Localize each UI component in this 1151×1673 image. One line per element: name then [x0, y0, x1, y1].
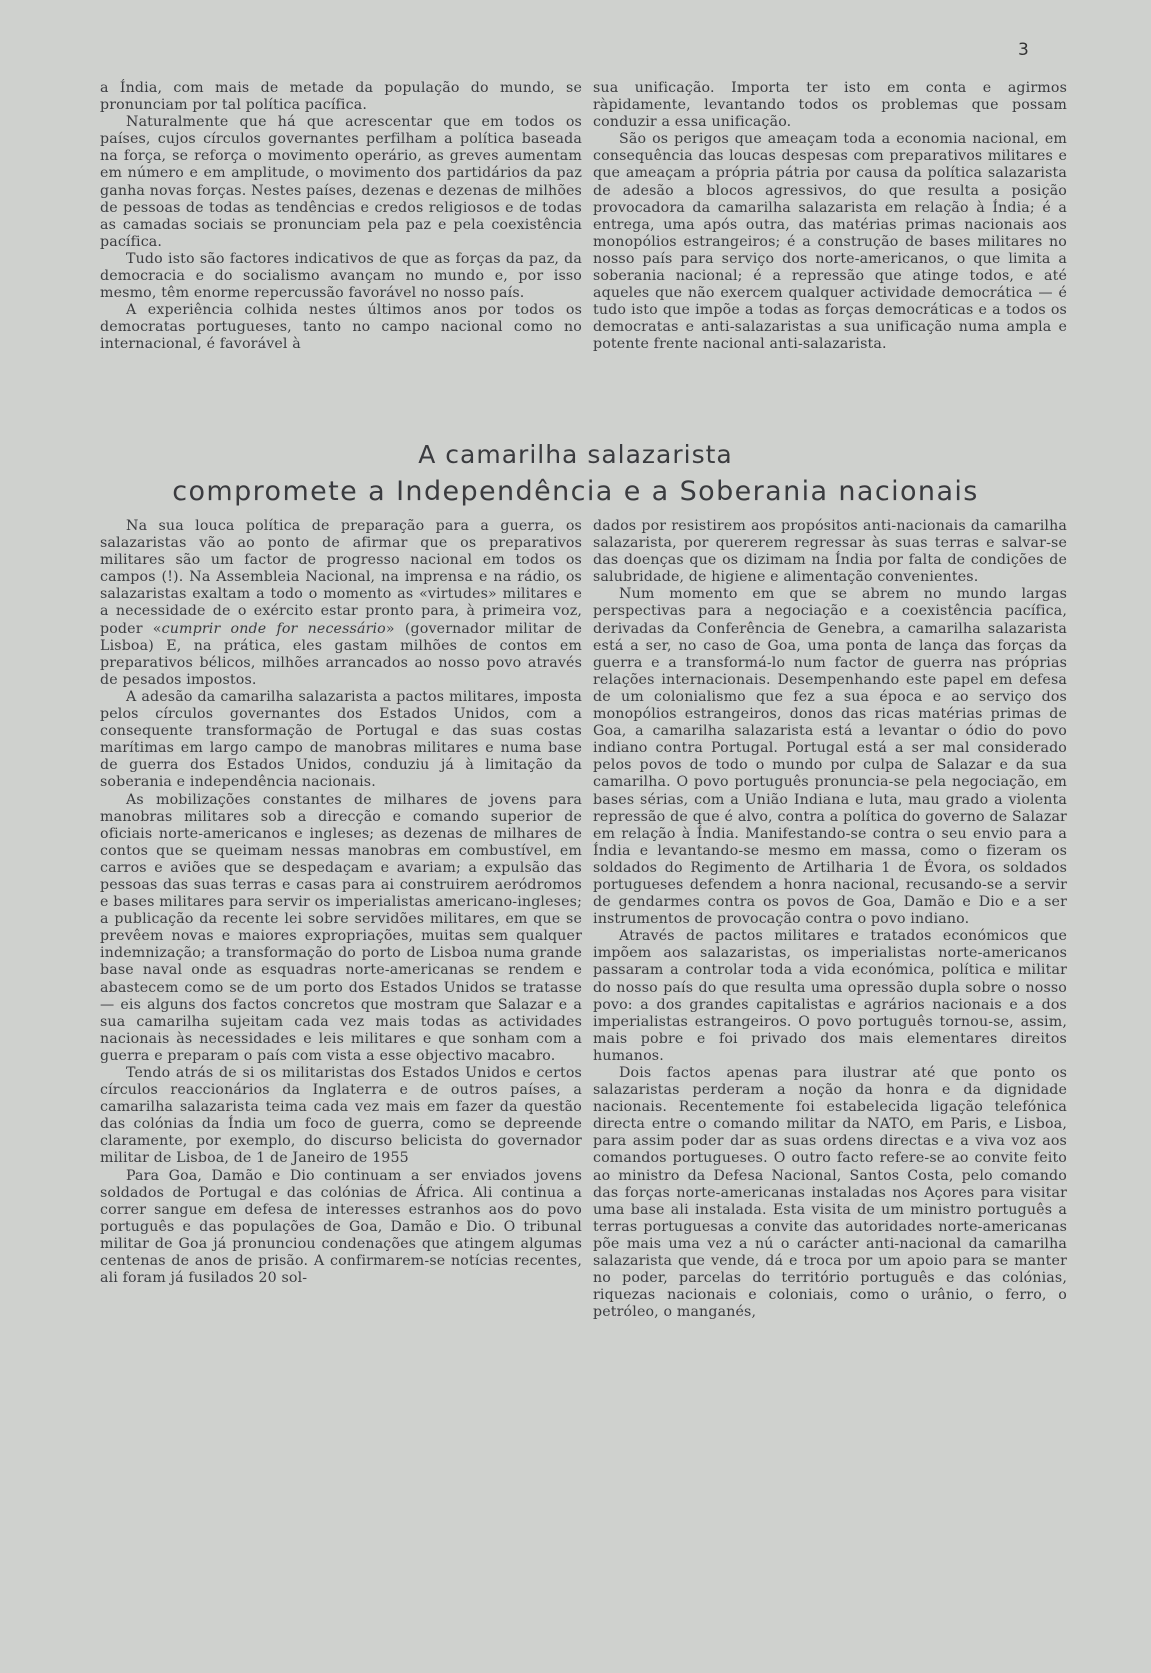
top-right-column — [593, 80, 1067, 354]
paragraph-text: » (governador militar de Lisboa) E, na prática, eles gastam milhões de contos em preparativos bélicos, milhões arrancados ao nosso povo através de pesados impostos. — [100, 620, 583, 688]
page-number: 3 — [1018, 40, 1029, 60]
paragraph: Através de pactos militares e tratados económicos que impõem aos salazaristas, os imperialistas norte-americanos passaram a controlar toda a vida económica, política e militar do nosso país do que resulta uma opressão dupla sobre o nosso povo: a dos grandes capitalistas e agrários nacionais e a dos imperialistas estrangeiros. O povo português tornou-se, assim, mais pobre e foi privado dos mais elementares direitos humanos. — [593, 928, 1067, 1064]
paragraph: Naturalmente que há que acrescentar que em todos os países, cujos círculos governantes perfilham a política baseada na força, se reforça o movimento operário, as greves aumentam em número e em amplitude, o movimento dos partidários da paz ganha novas forças. Nestes países, dezenas e dezenas de milhões de pessoas de todas as tendências e credos religiosos e de todas as camadas sociais se pronunciam pela paz e pela coexistência pacífica. — [100, 114, 582, 250]
paragraph: sua unificação. Importa ter isto em conta e agirmos ràpidamente, levantando todos os problemas que possam conduzir a essa unificação. — [593, 80, 1067, 131]
paragraph: a Índia, com mais de metade da população do mundo, se pronunciam por tal política pacífica. — [100, 80, 582, 114]
paragraph: A adesão da camarilha salazarista a pactos militares, imposta pelos círculos governantes dos Estados Unidos, com a consequente transformação de Portugal e das suas costas marítimas em largo campo de manobras militares e numa base de guerra dos Estados Unidos, conduziu já à limitação da soberania e independência nacionais. — [100, 688, 582, 791]
bottom-left-column — [100, 518, 582, 1287]
paragraph: Tendo atrás de si os militaristas dos Estados Unidos e certos círculos reaccionários da Inglaterra e de outros países, a camarilha salazarista teima cada vez mais em fazer da questão das colónias da Índia um foco de guerra, como se depreende claramente, por exemplo, do discurso belicista do governador militar de Lisboa, de 1 de Janeiro de 1955 — [100, 1065, 582, 1167]
paragraph: Dois factos apenas para ilustrar até que ponto os salazaristas perderam a noção da honra e da dignidade nacionais. Recentemente foi estabelecida ligação telefónica directa entre o comando militar da NATO, em Paris, e Lisboa, para assim poder dar as suas ordens directas e a viva voz aos comandos portugueses. O outro facto refere-se ao convite feito ao ministro da Defesa Nacional, Santos Costa, pelo comando das forças norte-americanas instaladas nos Açores para visitar uma base ali instalada. Esta visita de um ministro português a terras portuguesas a convite das autoridades norte-americanas põe mais uma vez a nú o carácter anti-nacional da camarilha salazarista que vende, dá e troca por um apoio para se manter no poder, parcelas do território português e das colónias, riquezas nacionais e coloniais, como o urânio, o ferro, o petróleo, o manganés, — [593, 1065, 1067, 1321]
paragraph: As mobilizações constantes de milhares de jovens para manobras militares sob a direcção e comando superior de oficiais norte-americanos e ingleses; as dezenas de milhares de contos que se queimam nessas manobras em combustível, em carros e aviões que se despedaçam e avariam; a expulsão das pessoas das suas terras e casas para ai construirem aeródromos e bases militares para servir os imperialistas americano-ingleses; a publicação da recente lei sobre servidões militares, em que se prevêem novas e maiores expropriações, muitas sem qualquer indemnização; a transformação do porto de Lisboa numa grande base naval onde as esquadras norte-americanas se rendem e abastecem como se de um porto dos Estados Unidos se tratasse — eis alguns dos factos concretos que mostram que Salazar e a sua camarilha sujeitam cada vez mais todas as actividades nacionais às necessidades e leis militares e que sonham com a guerra e preparam o país com vista a esse objectivo macabro. — [100, 791, 582, 1064]
top-left-column — [100, 80, 582, 354]
paragraph: A experiência colhida nestes últimos anos por todos os democratas portugueses, tanto no campo nacional como no internacional, é favorável à — [100, 302, 582, 353]
paragraph: dados por resistirem aos propósitos anti-nacionais da camarilha salazarista, por quererem regressar às suas terras e salvar-se das doenças que os dizimam na Índia por falta de condições de salubridade, de higiene e alimentação convenientes. — [593, 518, 1067, 586]
bottom-right-column — [593, 518, 1067, 1321]
article-subheadline: compromete a Independência e a Soberania nacionais — [172, 476, 979, 507]
paragraph: Num momento em que se abrem no mundo largas perspectivas para a negociação e a coexistência pacífica, derivadas da Conferência de Genebra, a camarilha salazarista está a ser, no caso de Goa, uma ponta de lança das forças da guerra e a transformá-lo num factor de guerra nas próprias relações internacionais. Desempenhando este papel em defesa de um colonialismo que fez a sua época e ao serviço dos monopólios estrangeiros, donos das ricas matérias primas de Goa, a camarilha salazarista está a levantar o ódio do povo indiano contra Portugal. Portugal está a ser mal considerado pelos povos de todo o mundo por culpa de Salazar e da sua camarilha. O povo português pronuncia-se pela negociação, em bases sérias, com a União Indiana e luta, mau grado a violenta repressão de que é alvo, contra a política do governo de Salazar em relação à Índia. Manifestando-se contra o seu envio para a Índia e levantando-se mesmo em massa, como o fizeram os soldados do Regimento de Artilharia 1 de Évora, os soldados portugueses defendem a honra nacional, recusando-se a servir de gendarmes contra os povos de Goa, Damão e Dio e a ser instrumentos de provocação contra o povo indiano. — [593, 586, 1067, 928]
paragraph: São os perigos que ameaçam toda a economia nacional, em consequência das loucas despesas com preparativos militares e que ameaçam a própria pátria por causa da política salazarista de adesão a blocos agressivos, do que resulta a posição provocadora da camarilha salazarista em relação à Índia; é a entrega, uma após outra, das matérias primas nacionais aos monopólios estrangeiros; é a construção de bases militares no nosso país para serviço dos norte-americanos, o que limita a soberania nacional; é a repressão que atinge todos, e até aqueles que não exercem qualquer actividade democrática — é tudo isto que impõe a todas as forças democráticas e a todos os democratas e anti-salazaristas a sua unificação numa ampla e potente frente nacional anti-salazarista. — [593, 131, 1067, 353]
paragraph-text: Na sua louca política de preparação para a guerra, os salazaristas vão ao ponto de afirmar que os preparativos militares são um factor de progresso nacional em todos os campos (!). Na Assembleia Nacional, na imprensa e na rádio, os salazaristas exaltam a todo o momento as «virtudes» militares e a necessidade de o exército estar pronto para, à primeira voz, poder « — [100, 518, 582, 637]
quoted-phrase: cumprir onde for necessário — [161, 620, 386, 637]
paragraph: Para Goa, Damão e Dio continuam a ser enviados jovens soldados de Portugal e das colónias de África. Ali continua a correr sangue em defesa de interesses estranhos aos do povo português e das populações de Goa, Damão e Dio. O tribunal militar de Goa já pronunciou condenações que atingem algumas centenas de anos de prisão. A confirmarem-se notícias recentes, ali foram já fusilados 20 sol- — [100, 1167, 582, 1287]
article-headline: A camarilha salazarista — [418, 440, 733, 469]
paragraph — [100, 518, 582, 689]
paragraph: Tudo isto são factores indicativos de que as forças da paz, da democracia e do socialismo avançam no mundo e, por isso mesmo, têm enorme repercussão favorável no nosso país. — [100, 250, 582, 302]
